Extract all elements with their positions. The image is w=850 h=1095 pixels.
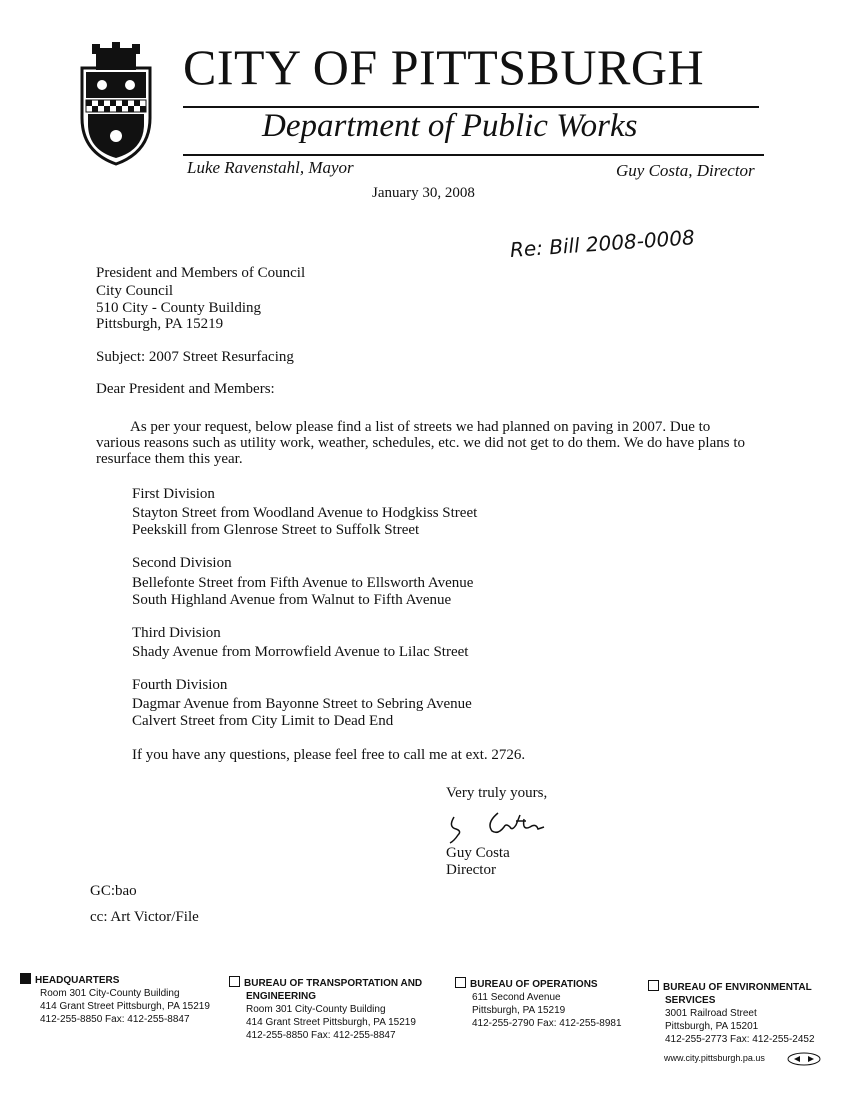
footer-line: Room 301 City-County Building xyxy=(40,988,180,999)
street-item: Stayton Street from Woodland Avenue to Hodgkiss Street xyxy=(132,505,478,521)
website-link[interactable]: www.city.pittsburgh.pa.us xyxy=(664,1053,765,1063)
checkbox-filled-icon xyxy=(20,973,31,984)
city-seal-logo xyxy=(72,40,160,168)
typist-initials: GC:bao xyxy=(90,883,137,899)
footer-line: Pittsburgh, PA 15219 xyxy=(472,1005,566,1016)
division-title: Fourth Division xyxy=(132,677,228,693)
footer-heading: SERVICES xyxy=(665,995,716,1006)
signature xyxy=(446,805,556,845)
division-title: Second Division xyxy=(132,555,232,571)
director-name: Guy Costa, Director xyxy=(616,161,755,180)
recycled-paper-icon xyxy=(786,1051,822,1067)
footer-line: 412-255-2790 Fax: 412-255-8981 xyxy=(472,1018,622,1029)
recipient-line: Pittsburgh, PA 15219 xyxy=(96,316,224,332)
footer-line: 412-255-8850 Fax: 412-255-8847 xyxy=(246,1030,396,1041)
street-item: Calvert Street from City Limit to Dead End xyxy=(132,713,394,729)
footer-heading: BUREAU OF OPERATIONS xyxy=(470,979,598,990)
signer-title: Director xyxy=(446,862,496,878)
footer-line: 412-255-8850 Fax: 412-255-8847 xyxy=(40,1014,190,1025)
footer-heading: HEADQUARTERS xyxy=(35,975,120,986)
footer-line: 414 Grant Street Pittsburgh, PA 15219 xyxy=(40,1001,210,1012)
cc-line: cc: Art Victor/File xyxy=(90,909,199,925)
closing-line: If you have any questions, please feel free to call me at ext. 2726. xyxy=(132,747,526,763)
footer-line: Room 301 City-County Building xyxy=(246,1004,386,1015)
footer-heading: BUREAU OF ENVIRONMENTAL xyxy=(663,982,812,993)
street-item: South Highland Avenue from Walnut to Fifth Avenue xyxy=(132,592,452,608)
signoff: Very truly yours, xyxy=(446,785,548,801)
recipient-line: 510 City - County Building xyxy=(96,300,262,316)
signer-name: Guy Costa xyxy=(446,845,510,861)
footer-line: 3001 Railroad Street xyxy=(665,1008,757,1019)
body-paragraph-text: As per your request, below please find a list of streets we had planned on paving in 2007. Due to various reasons such as utility work, weather, schedules, etc. we did not get to do them. We do have plans to resurface them this year. xyxy=(96,419,746,467)
footer-transportation xyxy=(229,976,422,1042)
checkbox-empty-icon xyxy=(229,976,240,987)
letter-date: January 30, 2008 xyxy=(372,185,475,201)
footer-headquarters xyxy=(20,973,210,1026)
street-item: Peekskill from Glenrose Street to Suffolk Street xyxy=(132,522,420,538)
street-item: Shady Avenue from Morrowfield Avenue to Lilac Street xyxy=(132,644,469,660)
mayor-name: Luke Ravenstahl, Mayor xyxy=(187,158,354,177)
footer-line: 611 Second Avenue xyxy=(472,992,561,1003)
department-title: Department of Public Works xyxy=(262,108,638,144)
checkbox-empty-icon xyxy=(648,980,659,991)
checkbox-empty-icon xyxy=(455,977,466,988)
footer-environmental xyxy=(648,980,815,1046)
division-title: Third Division xyxy=(132,625,221,641)
footer-line: 412-255-2773 Fax: 412-255-2452 xyxy=(665,1034,815,1045)
handwritten-bill-note: Re: Bill 2008-0008 xyxy=(509,225,696,262)
recipient-line: City Council xyxy=(96,283,174,299)
salutation: Dear President and Members: xyxy=(96,381,275,397)
body-paragraph xyxy=(96,419,756,467)
header-rule-bottom xyxy=(183,154,764,156)
signature-text: G Costa xyxy=(446,843,450,844)
street-item: Dagmar Avenue from Bayonne Street to Sebring Avenue xyxy=(132,696,472,712)
recipient-line: President and Members of Council xyxy=(96,265,306,281)
footer-line: 414 Grant Street Pittsburgh, PA 15219 xyxy=(246,1017,416,1028)
subject-line: Subject: 2007 Street Resurfacing xyxy=(96,349,294,365)
footer-heading: ENGINEERING xyxy=(246,991,317,1002)
footer-operations xyxy=(455,977,622,1030)
division-title: First Division xyxy=(132,486,215,502)
footer-heading: BUREAU OF TRANSPORTATION AND xyxy=(244,978,423,989)
street-item: Bellefonte Street from Fifth Avenue to Ellsworth Avenue xyxy=(132,575,474,591)
city-title: CITY OF PITTSBURGH xyxy=(183,39,705,95)
footer-line: Pittsburgh, PA 15201 xyxy=(665,1021,759,1032)
